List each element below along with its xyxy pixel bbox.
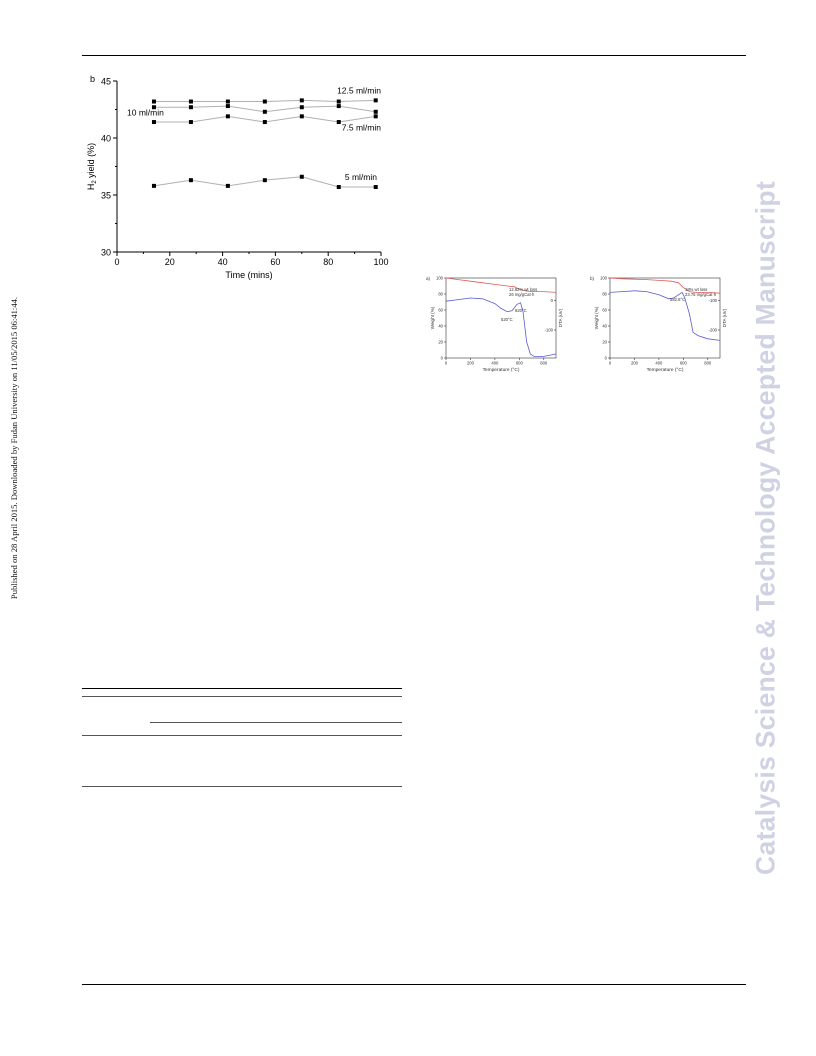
data-point [300, 98, 304, 102]
data-point [263, 178, 267, 182]
x-tick-label: 800 [704, 360, 712, 366]
data-point [189, 100, 193, 104]
y-axis-title-left: Weight (%) [430, 306, 435, 330]
x-tick-label: 200 [466, 360, 474, 366]
data-point [374, 98, 378, 102]
data-point [152, 184, 156, 188]
y-tick-label: 80 [438, 291, 443, 297]
y-tick-label: 100 [600, 275, 607, 281]
data-point [189, 178, 193, 182]
y-tick-label: 30 [100, 247, 111, 258]
table-bottom-rule [82, 786, 402, 787]
y-tick-label: 60 [438, 307, 443, 313]
data-point [337, 100, 341, 104]
data-point [263, 100, 267, 104]
series-label: 5 ml/min [344, 171, 377, 182]
peak-label: 520°C [501, 317, 513, 322]
peak-label: 620°C [515, 308, 527, 313]
y-axis-title-right: DTA (uV) [558, 308, 563, 328]
data-point [263, 110, 267, 114]
x-tick-label: 800 [540, 360, 548, 366]
y-tick-label: 40 [100, 133, 111, 144]
y-axis-title-left: Weight (%) [594, 306, 599, 330]
y-axis-title: $H_2$ yield (%) [86, 142, 98, 191]
x-tick-label: 0 [444, 360, 448, 366]
table-body-rule [82, 735, 402, 736]
y-tick-label: 0 [440, 355, 443, 361]
x-axis-title: Temperature (°C) [646, 368, 684, 373]
dta-curve [446, 298, 556, 356]
data-point [189, 105, 193, 109]
weight-loss-annotation: 18% wt loss [685, 287, 708, 292]
x-tick-label: 100 [373, 257, 389, 267]
journal-watermark: Catalysis Science & Technology Accepted Manuscript [750, 181, 781, 875]
data-point [189, 120, 193, 124]
x-axis-title: Temperature (°C) [482, 368, 520, 373]
y-tick-label: 20 [602, 339, 607, 345]
series-label: 12.5 ml/min [337, 85, 381, 96]
weight-loss-annotation: 26 mg/gCat·h [509, 292, 535, 297]
data-point [337, 104, 341, 108]
h2-yield-chart [80, 70, 400, 290]
x-tick-label: 600 [679, 360, 687, 366]
x-tick-label: 400 [655, 360, 663, 366]
dta-curve [610, 291, 720, 341]
panel-label: b) [590, 276, 595, 281]
x-tick-label: 0 [114, 257, 120, 267]
x-tick-label: 200 [630, 360, 638, 366]
x-tick-label: 0 [608, 360, 612, 366]
data-point [337, 185, 341, 189]
y-tick-label: 20 [438, 339, 443, 345]
x-tick-label: 600 [515, 360, 523, 366]
y-tick-label: 45 [100, 76, 111, 87]
right-tick-label: -200 [708, 327, 717, 333]
data-point [300, 175, 304, 179]
data-point [374, 185, 378, 189]
x-tick-label: 20 [164, 257, 175, 267]
table-subheader-rule [150, 722, 402, 723]
data-point [226, 114, 230, 118]
data-point [226, 100, 230, 104]
data-point [226, 184, 230, 188]
data-point [152, 100, 156, 104]
y-tick-label: 60 [602, 307, 607, 313]
tga-curve [446, 278, 556, 292]
y-tick-label: 40 [602, 323, 607, 329]
weight-loss-annotation: 12.82% wt loss [509, 287, 538, 292]
x-tick-label: 60 [270, 257, 281, 267]
panel-label: a) [426, 276, 431, 281]
weight-loss-annotation: 23.75 mg/gCat·h [685, 292, 717, 297]
footer-rule [82, 984, 746, 985]
y-axis-title-right: DTA (uV) [722, 308, 727, 328]
y-tick-label: 80 [602, 291, 607, 297]
publication-sidebar [2, 0, 26, 1056]
table-top-rule [82, 688, 402, 689]
data-point [152, 120, 156, 124]
series-label: 7.5 ml/min [341, 122, 381, 133]
data-point [300, 114, 304, 118]
data-point [374, 110, 378, 114]
y-tick-label: 0 [604, 355, 607, 361]
header-rule [82, 55, 746, 56]
data-point [300, 105, 304, 109]
data-point [374, 114, 378, 118]
x-axis-title: Time (mins) [225, 270, 273, 280]
right-tick-label: 0 [550, 298, 553, 303]
publication-note: Published on 28 April 2015. Downloaded by Fudan University on 11/05/2015 06:41:44. [9, 296, 19, 600]
data-point [263, 120, 267, 124]
x-tick-label: 400 [491, 360, 499, 366]
x-tick-label: 40 [217, 257, 228, 267]
x-tick-label: 80 [323, 257, 334, 267]
peak-label: 582.8°C [670, 297, 686, 302]
tga-chart-a [422, 270, 562, 378]
right-tick-label: -100 [708, 298, 717, 303]
table-header-rule [82, 696, 402, 697]
tga-chart-b [586, 270, 726, 378]
data-point [226, 104, 230, 108]
y-tick-label: 100 [436, 275, 443, 281]
right-tick-label: -100 [544, 327, 553, 333]
y-tick-label: 40 [438, 323, 443, 329]
series-label: 10 ml/min [127, 107, 164, 118]
y-tick-label: 35 [100, 190, 111, 201]
panel-label: b [90, 74, 96, 84]
data-point [337, 120, 341, 124]
